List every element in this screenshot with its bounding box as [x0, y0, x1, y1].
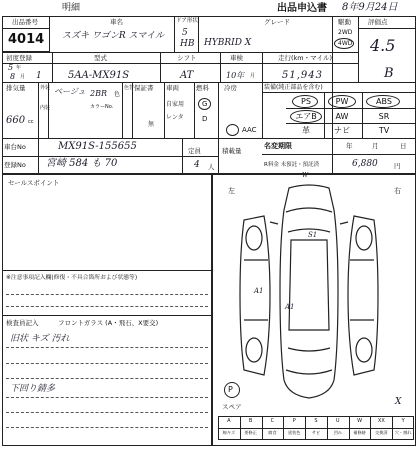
inspection-value: 10年 [226, 71, 245, 80]
drive-4wd: 4WD [338, 40, 353, 47]
door-label: ドア形状 [176, 18, 198, 24]
legend-meaning: 補修跡 [353, 430, 366, 435]
score-label: 評価点 [368, 18, 388, 26]
shift-label: シフト [177, 54, 197, 62]
notes-label: ※注意事項記入欄(修復・不具合箇所および状態等) [6, 275, 138, 281]
capacity-value: 4 [194, 160, 200, 170]
recycle-value: 6,880 [352, 159, 378, 169]
legend-divider [262, 416, 263, 440]
legend-code: W [357, 418, 363, 424]
drive-label: 駆動 [338, 18, 351, 26]
lot-label: 出品番号 [12, 18, 38, 26]
legend-meaning: 線キズ [222, 430, 236, 435]
mark-roof: S1 [308, 231, 318, 239]
vehicle-rental: レンタ [166, 114, 184, 121]
capacity-label: 定員 [188, 147, 201, 155]
header-title: 出品申込書 [277, 3, 327, 14]
inspection-month-unit: 月 [250, 73, 256, 79]
spare-label: スペア [222, 403, 242, 411]
lot-number: 4014 [8, 32, 45, 47]
color-no-label: カラーNo. [90, 104, 114, 110]
legend-meaning: 腐食 [268, 430, 277, 435]
inspection-label: 車検 [230, 54, 243, 62]
legend-meaning: 塗装色 [287, 430, 301, 435]
legend-code: Y [401, 418, 405, 424]
chassis-label: 車台No [4, 143, 26, 151]
mileage-value: 51,943 [282, 70, 323, 81]
grade-label: グレード [264, 18, 290, 26]
first-reg-year-unit: 年 [16, 65, 22, 71]
vehicle-private: 自家用 [166, 101, 185, 108]
windshield-label: フロントガラス (A・飛石、X要交) [58, 319, 159, 327]
drive-2wd: 2WD [338, 29, 353, 36]
equip-ps-circle [292, 95, 318, 108]
model-label: 型式 [94, 54, 107, 62]
equip-airbag: エアB [295, 112, 317, 121]
drive-circle [334, 38, 354, 49]
expiry-label: 名変期限 [264, 142, 292, 150]
legend-code: S [314, 418, 318, 424]
inspector-label: 検査員記入 [6, 319, 39, 327]
first-reg-label: 初度登録 [6, 54, 32, 62]
warranty-none: 無 [148, 121, 155, 128]
equip-pw-circle [328, 95, 356, 108]
legend-code: C [270, 418, 275, 424]
legend-meaning: 要修正 [244, 430, 257, 435]
legend-meaning: サビ [311, 430, 321, 435]
displacement-value: 660 [6, 115, 26, 126]
legend-divider [327, 416, 328, 440]
expiry-day: 日 [400, 142, 407, 150]
spare-mark: P [228, 385, 233, 394]
expiry-month: 月 [372, 142, 379, 150]
car-name-label: 車名 [110, 18, 123, 26]
sales-point-label: セールスポイント [8, 179, 60, 187]
interior-label: 内装 [40, 105, 51, 111]
vehicle-label: 車両 [166, 84, 179, 92]
interior-score: B [384, 66, 394, 81]
recycle-unit: 円 [394, 162, 401, 170]
fuel-g: G [202, 100, 208, 108]
fuel-label: 燃料 [196, 84, 209, 92]
first-reg-month-unit: 月 [20, 74, 26, 80]
reg-no-label: 登録No [4, 161, 26, 169]
legend-code: B [248, 418, 253, 424]
shift-value: AT [180, 70, 194, 81]
color-label: 色 [114, 91, 121, 98]
equip-aw: AW [335, 112, 349, 121]
fuel-d: D [202, 115, 208, 123]
legend-divider [240, 416, 241, 440]
diagram-left-label: 左 [228, 187, 235, 195]
reg-no-value: 宮崎 584 も 70 [46, 158, 118, 169]
displacement-unit: cc [28, 119, 34, 125]
door-value: 5 [182, 28, 188, 38]
grade-value: HYBRID X [204, 38, 252, 48]
auction-sheet [2, 2, 416, 446]
warranty-label: 保証書 [134, 84, 154, 92]
legend-divider [283, 416, 284, 440]
mark-rear: X [395, 397, 402, 407]
legend-meaning: 凹み [333, 430, 342, 435]
load-label: 積載量 [222, 147, 242, 155]
first-reg-month: 8 [10, 72, 16, 81]
exterior-label: 外装 [40, 85, 51, 91]
recycle-label: R料金 未預託・預託済 [264, 162, 320, 168]
sheet-date: 8年9月24日 [342, 2, 398, 13]
legend-meaning: 穴・割れ [394, 430, 412, 435]
exterior-color: ベージュ [54, 87, 86, 96]
equip-airbag-circle [290, 110, 322, 123]
equipment-label: 装備(純正部品を含む) [264, 84, 323, 91]
color-code: 2BR [90, 89, 107, 98]
cooling-label: 冷房 [224, 84, 237, 92]
inspector-note-2: 下回り錆多 [10, 384, 56, 394]
equip-leather: 革 [302, 126, 310, 135]
expiry-year: 年 [346, 142, 353, 150]
legend-code: U [335, 418, 340, 424]
mark-left-door: A1 [285, 303, 295, 311]
ac-mark: AAC [242, 126, 257, 134]
legend-code: P [292, 418, 296, 424]
legend-divider [349, 416, 350, 440]
inspector-note-1: 旧状 キズ 汚れ [10, 334, 70, 344]
car-name-value: スズキ ワゴンR スマイル [62, 31, 165, 41]
diagram-right-label: 右 [394, 187, 401, 195]
equip-ps: PS [301, 97, 311, 106]
equip-abs: ABS [376, 97, 392, 106]
equip-pw: PW [335, 97, 349, 106]
equip-navi: ナビ [334, 126, 350, 135]
equip-abs-circle [366, 95, 400, 108]
legend-code: XX [377, 418, 385, 424]
legend-divider [305, 416, 306, 440]
legend-code: A [227, 418, 231, 424]
legend-divider [392, 416, 393, 440]
equip-tv: TV [378, 126, 390, 135]
mark-left-side: A1 [254, 287, 264, 295]
first-reg-era: 5 [8, 63, 14, 72]
mark-front: W [302, 172, 309, 179]
header-title-fragment: 明細 [62, 3, 81, 13]
legend-divider [370, 416, 371, 440]
displacement-label: 排気量 [6, 84, 26, 92]
ac-circle [226, 124, 239, 136]
chassis-value: MX91S-155655 [58, 141, 137, 152]
body-value: HB [180, 39, 195, 49]
legend-meaning: 交換済 [375, 430, 388, 435]
score-value: 4.5 [370, 36, 396, 55]
equip-sr: SR [378, 112, 390, 121]
first-reg-day: 1 [36, 71, 42, 81]
mileage-label: 走行(km・マイル) [278, 54, 333, 62]
repaint-label: 色替 [124, 85, 135, 91]
left-panel [2, 174, 212, 446]
fuel-circle [198, 98, 211, 110]
model-value: 5AA-MX91S [68, 70, 130, 81]
capacity-unit: 人 [208, 163, 215, 171]
